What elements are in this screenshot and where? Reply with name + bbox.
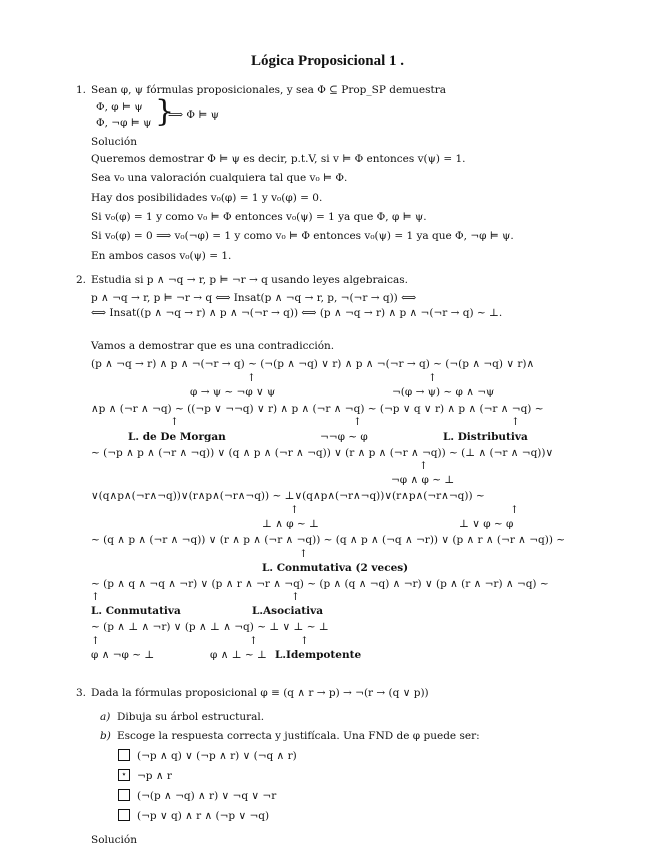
option-checkbox[interactable] bbox=[118, 769, 130, 781]
solution-heading-1: Solución bbox=[91, 136, 137, 148]
rule-note: ⊥ ∨ φ ∼ φ bbox=[459, 518, 514, 530]
rule-note: L. Conmutativa bbox=[91, 605, 181, 617]
arrow-up-icon: ↑ bbox=[419, 460, 428, 472]
rule-note: L. de De Morgan bbox=[128, 431, 226, 443]
option-text: (¬p ∧ q) ∨ (¬p ∧ r) ∨ (¬q ∧ r) bbox=[137, 750, 297, 762]
conclusion: ⟹ Φ ⊨ ψ bbox=[168, 109, 219, 121]
option-checkbox[interactable] bbox=[118, 749, 130, 761]
star-mark-icon: ⋆ bbox=[121, 770, 127, 780]
option-text: (¬p ∨ q) ∧ r ∧ (¬p ∨ ¬q) bbox=[137, 810, 270, 822]
rule-note: φ ∧ ⊥ ∼ ⊥ bbox=[210, 649, 267, 661]
solution-line: Queremos demostrar Φ ⊨ ψ es decir, p.t.V, si v ⊨ Φ entonces v(ψ) = 1. bbox=[91, 153, 466, 165]
derivation-line-2: ∧p ∧ (¬r ∧ ¬q) ∼ ((¬p ∨ ¬¬q) ∨ r) ∧ p ∧ (¬r ∧ ¬q) ∼ (¬p ∨ q ∨ r) ∧ p ∧ (¬r ∧ ¬q) ∼ bbox=[91, 403, 544, 415]
problem-1-statement: Sean φ, ψ fórmulas proposicionales, y sea Φ ⊆ Prop_SP demuestra bbox=[91, 84, 447, 96]
option-text: (¬(p ∧ ¬q) ∧ r) ∨ ¬q ∨ ¬r bbox=[137, 790, 277, 802]
rule-note: ¬¬φ ∼ φ bbox=[320, 431, 368, 443]
arrow-up-icon: ↑ bbox=[510, 504, 519, 516]
arrow-up-icon: ↑ bbox=[170, 416, 179, 428]
rule-note: L.Idempotente bbox=[275, 649, 362, 661]
solution-line: En ambos casos v₀(ψ) = 1. bbox=[91, 250, 232, 262]
rule-note: L. Conmutativa (2 veces) bbox=[262, 562, 409, 574]
arrow-up-icon: ↑ bbox=[300, 635, 309, 647]
solution-line: Si v₀(φ) = 0 ⟹ v₀(¬φ) = 1 y como v₀ ⊨ Φ entonces v₀(ψ) = 1 ya que Φ, ¬φ ⊨ ψ. bbox=[91, 230, 514, 242]
rule-note: L. Distributiva bbox=[443, 431, 528, 443]
derivation-line-5: ∼ (q ∧ p ∧ (¬r ∧ ¬q)) ∨ (r ∧ p ∧ (¬r ∧ ¬q)) ∼ (q ∧ p ∧ (¬q ∧ ¬r)) ∨ (p ∧ r ∧ (¬r ∧ ¬q)) ∼ bbox=[91, 534, 566, 546]
derivation-intro: Vamos a demostrar que es una contradicción. bbox=[91, 340, 335, 352]
rule-note: ¬φ ∧ φ ∼ ⊥ bbox=[391, 474, 455, 486]
problem-2-number: 2. bbox=[76, 274, 87, 286]
rule-note: ¬(φ → ψ) ∼ φ ∧ ¬ψ bbox=[392, 386, 495, 398]
derivation-line-4: ∨(q∧p∧(¬r∧¬q))∨(r∧p∧(¬r∧¬q)) ∼ ⊥∨(q∧p∧(¬r∧¬q))∨(r∧p∧(¬r∧¬q)) ∼ bbox=[91, 490, 485, 502]
part-b-label: b) bbox=[100, 730, 111, 742]
arrow-up-icon: ↑ bbox=[299, 548, 308, 560]
premise-1: Φ, φ ⊨ ψ bbox=[96, 101, 143, 113]
arrow-up-icon: ↑ bbox=[91, 591, 100, 603]
problem-3-number: 3. bbox=[76, 687, 87, 699]
rule-note: L.Asociativa bbox=[252, 605, 324, 617]
problem-3-statement: Dada la fórmulas proposicional φ ≡ (q ∧ r → p) → ¬(r → (q ∨ p)) bbox=[91, 687, 429, 699]
solution-line: Hay dos posibilidades v₀(φ) = 1 y v₀(φ) = 0. bbox=[91, 192, 323, 204]
option-checkbox[interactable] bbox=[118, 809, 130, 821]
solution-line: Sea v₀ una valoración cualquiera tal que v₀ ⊨ Φ. bbox=[91, 172, 348, 184]
arrow-up-icon: ↑ bbox=[353, 416, 362, 428]
arrow-up-icon: ↑ bbox=[247, 372, 256, 384]
equivalence-line-1: p ∧ ¬q → r, p ⊨ ¬r → q ⟺ Insat(p ∧ ¬q → r, p, ¬(¬r → q)) ⟺ bbox=[91, 292, 417, 304]
solution-heading-3: Solución bbox=[91, 834, 137, 846]
rule-note: φ → ψ ∼ ¬φ ∨ ψ bbox=[190, 386, 276, 398]
part-a-label: a) bbox=[100, 711, 111, 723]
derivation-line-7: ∼ (p ∧ ⊥ ∧ ¬r) ∨ (p ∧ ⊥ ∧ ¬q) ∼ ⊥ ∨ ⊥ ∼ ⊥ bbox=[91, 621, 329, 633]
arrow-up-icon: ↑ bbox=[91, 635, 100, 647]
right-brace-icon: } bbox=[155, 94, 175, 129]
premise-2: Φ, ¬φ ⊨ ψ bbox=[96, 117, 152, 129]
rule-note: φ ∧ ¬φ ∼ ⊥ bbox=[91, 649, 155, 661]
arrow-up-icon: ↑ bbox=[511, 416, 520, 428]
equivalence-line-2: ⟺ Insat((p ∧ ¬q → r) ∧ p ∧ ¬(¬r → q)) ⟺ (p ∧ ¬q → r) ∧ p ∧ ¬(¬r → q) ∼ ⊥. bbox=[91, 307, 503, 319]
arrow-up-icon: ↑ bbox=[428, 372, 437, 384]
derivation-line-6: ∼ (p ∧ q ∧ ¬q ∧ ¬r) ∨ (p ∧ r ∧ ¬r ∧ ¬q) ∼ (p ∧ (q ∧ ¬q) ∧ ¬r) ∨ (p ∧ (r ∧ ¬r) ∧ ¬q) ∼ bbox=[91, 578, 549, 590]
part-a-text: Dibuja su árbol estructural. bbox=[117, 711, 265, 723]
problem-1-number: 1. bbox=[76, 84, 87, 96]
derivation-line-1: (p ∧ ¬q → r) ∧ p ∧ ¬(¬r → q) ∼ (¬(p ∧ ¬q) ∨ r) ∧ p ∧ ¬(¬r → q) ∼ (¬(p ∧ ¬q) ∨ r)∧ bbox=[91, 358, 535, 370]
arrow-up-icon: ↑ bbox=[249, 635, 258, 647]
problem-2-statement: Estudia si p ∧ ¬q → r, p ⊨ ¬r → q usando leyes algebraicas. bbox=[91, 274, 408, 286]
solution-line: Si v₀(φ) = 1 y como v₀ ⊨ Φ entonces v₀(ψ) = 1 ya que Φ, φ ⊨ ψ. bbox=[91, 211, 427, 223]
option-text: ¬p ∧ r bbox=[137, 770, 172, 782]
rule-note: ⊥ ∧ φ ∼ ⊥ bbox=[262, 518, 319, 530]
page-title: Lógica Proposicional 1 . bbox=[250, 53, 405, 69]
arrow-up-icon: ↑ bbox=[291, 591, 300, 603]
option-checkbox[interactable] bbox=[118, 789, 130, 801]
part-b-text: Escoge la respuesta correcta y justifícala. Una FND de φ puede ser: bbox=[117, 730, 480, 742]
derivation-line-3: ∼ (¬p ∧ p ∧ (¬r ∧ ¬q)) ∨ (q ∧ p ∧ (¬r ∧ ¬q)) ∨ (r ∧ p ∧ (¬r ∧ ¬q)) ∼ (⊥ ∧ (¬r ∧ ¬q))∨ bbox=[91, 447, 554, 459]
arrow-up-icon: ↑ bbox=[290, 504, 299, 516]
